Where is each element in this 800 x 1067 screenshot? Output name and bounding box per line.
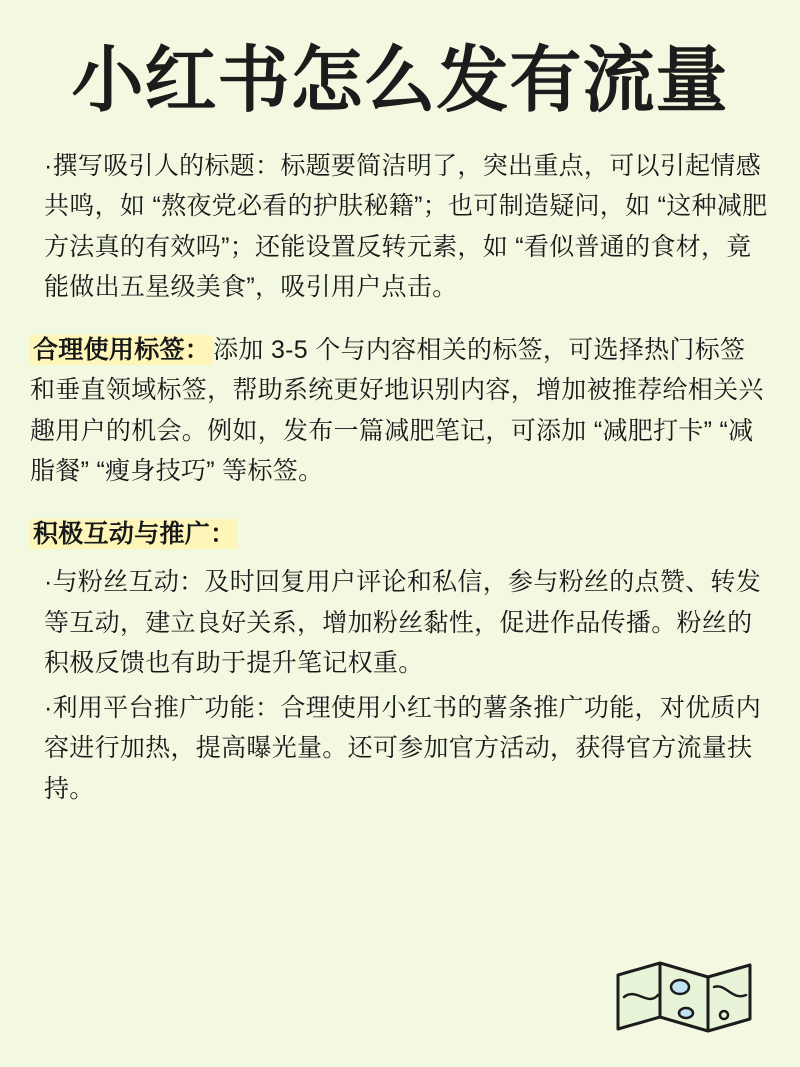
paragraph-tags-text: 添加 3-5 个与内容相关的标签，可选择热门标签和垂直领域标签，帮助系统更好地识别内容，增加被推荐给相关兴趣用户的机会。例如，发布一篇减肥笔记，可添加 “减肥打卡” “减脂餐” “瘦身技巧” 等标签。 <box>30 335 764 486</box>
paragraph-tags <box>30 330 770 492</box>
footer-spacer <box>30 813 770 933</box>
paragraph-title-writing: ·撰写吸引人的标题：标题要简洁明了，突出重点，可以引起情感共鸣，如 “熬夜党必看的护肤秘籍”；也可制造疑问，如 “这种减肥方法真的有效吗”；还能设置反转元素，如 “看似普通的食材，竟能做出五星级美食”，吸引用户点击。 <box>44 151 768 302</box>
highlight-tags-label: 合理使用标签： <box>30 335 213 365</box>
page-title: 小红书怎么发有流量 <box>71 41 729 121</box>
section-item-fan-interaction: ·与粉丝互动：及时回复用户评论和私信，参与粉丝的点赞、转发等互动，建立良好关系，增加粉丝黏性，促进作品传播。粉丝的积极反馈也有助于提升笔记权重。 <box>44 568 762 678</box>
document-body <box>30 146 770 810</box>
section-heading-interaction <box>30 514 770 555</box>
section-item-platform-promotion: ·利用平台推广功能：合理使用小红书的薯条推广功能，对优质内容进行加热，提高曝光量。还可参加官方活动，获得官方流量扶持。 <box>44 693 762 803</box>
folded-map-icon <box>614 957 754 1037</box>
highlight-section-label: 积极互动与推广： <box>30 519 238 549</box>
